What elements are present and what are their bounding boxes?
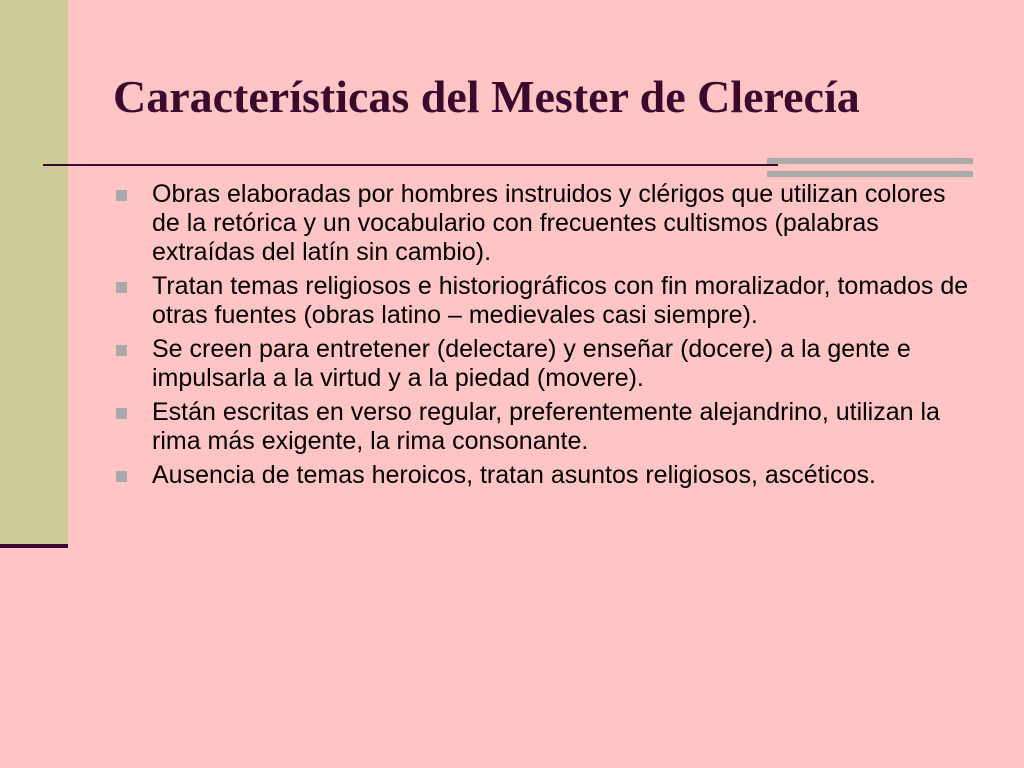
bullet-item (113, 272, 973, 330)
side-band-underline (0, 544, 68, 548)
bullet-item (113, 180, 973, 267)
bullet-list (113, 180, 973, 495)
bullet-item (113, 461, 973, 490)
side-band (0, 0, 68, 545)
square-bullet-icon (116, 471, 127, 482)
slide-title: Características del Mester de Clerecía (113, 71, 860, 122)
bullet-text: Ausencia de temas heroicos, tratan asuntos religiosos, ascéticos. (152, 461, 876, 489)
square-bullet-icon (116, 282, 127, 293)
accent-bar-top (767, 158, 973, 164)
accent-bar-bottom (767, 171, 973, 177)
bullet-text: Están escritas en verso regular, preferentemente alejandrino, utilizan la rima más exigente, la rima consonante. (152, 398, 940, 455)
square-bullet-icon (116, 190, 127, 201)
square-bullet-icon (116, 408, 127, 419)
bullet-text: Tratan temas religiosos e historiográficos con fin moralizador, tomados de otras fuentes (obras latino – medievales casi siempre). (152, 272, 969, 329)
bullet-text: Obras elaboradas por hombres instruidos y clérigos que utilizan colores de la retórica y un vocabulario con frecuentes cultismos (palabras extraídas del latín sin cambio). (152, 180, 946, 266)
square-bullet-icon (116, 345, 127, 356)
title-divider (43, 164, 778, 166)
bullet-item (113, 398, 973, 456)
bullet-item (113, 335, 973, 393)
bullet-text: Se creen para entretener (delectare) y enseñar (docere) a la gente e impulsarla a la virtud y a la piedad (movere). (152, 335, 911, 392)
